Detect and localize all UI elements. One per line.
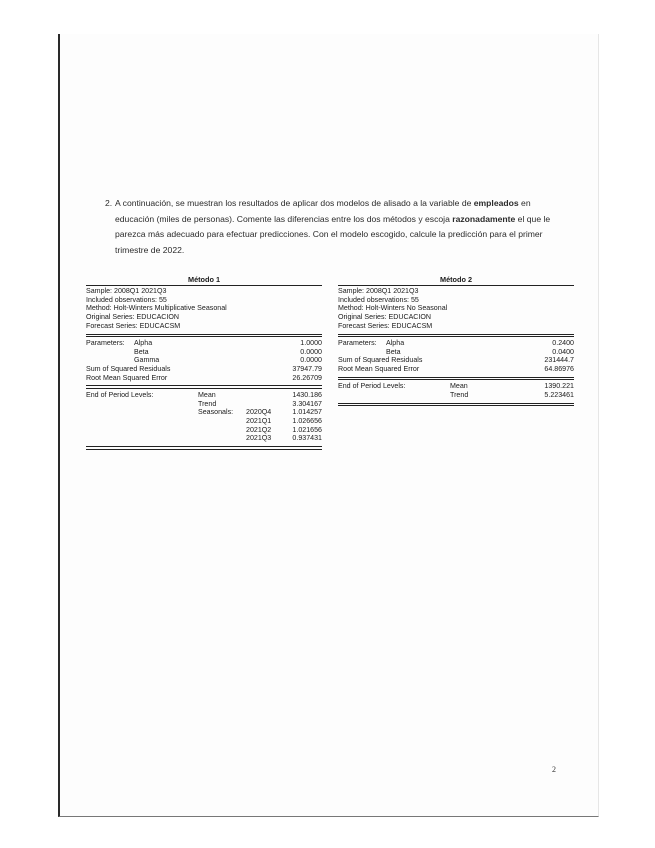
mean-value: 1430.186 xyxy=(292,390,322,399)
seasonal-row xyxy=(86,434,322,443)
param-name: Beta xyxy=(386,347,401,356)
info-line: Sample: 2008Q1 2021Q3 xyxy=(86,287,167,295)
level-row xyxy=(86,391,322,400)
method-1-parameters xyxy=(86,337,322,385)
method-2-title: Método 2 xyxy=(439,275,473,284)
ssr-label: Sum of Squared Residuals xyxy=(338,356,423,365)
info-line: Original Series: EDUCACION xyxy=(338,313,432,322)
question-text xyxy=(105,196,570,258)
mean-value: 1390.221 xyxy=(544,382,574,391)
info-line: Included observations: 55 xyxy=(86,295,167,304)
method-2-info xyxy=(338,286,574,334)
method-1-output xyxy=(86,275,322,450)
param-row xyxy=(86,348,322,357)
level-row xyxy=(338,382,574,391)
param-value: 0.2400 xyxy=(552,339,574,348)
level-row xyxy=(86,400,322,409)
param-value: 0.0400 xyxy=(552,347,574,356)
question-number: 2. xyxy=(105,198,113,208)
param-value: 1.0000 xyxy=(300,339,322,348)
divider xyxy=(86,446,322,450)
rmse-value: 64.86976 xyxy=(544,365,574,374)
param-row xyxy=(338,339,574,348)
info-line: Forecast Series: EDUCACSM xyxy=(86,321,181,330)
rmse-row xyxy=(86,374,322,383)
divider xyxy=(338,403,574,407)
param-name: Alpha xyxy=(386,339,405,348)
seasonal-period: 2021Q2 xyxy=(246,425,272,434)
method-2-parameters xyxy=(338,337,574,377)
method-2-end-levels xyxy=(338,380,574,402)
seasonal-period: 2021Q3 xyxy=(246,434,272,443)
seasonal-row xyxy=(86,426,322,435)
info-line: Method: Holt-Winters No Seasonal xyxy=(338,304,448,313)
info-line: Sample: 2008Q1 2021Q3 xyxy=(338,287,419,295)
level-row xyxy=(338,391,574,400)
method-2-output xyxy=(338,275,574,406)
seasonal-value: 1.014257 xyxy=(292,408,322,417)
rmse-label: Root Mean Squared Error xyxy=(86,373,168,382)
info-line: Original Series: EDUCACION xyxy=(86,313,180,322)
ssr-label: Sum of Squared Residuals xyxy=(86,365,171,374)
method-1-end-levels xyxy=(86,389,322,446)
params-label: Parameters: xyxy=(86,339,125,348)
info-line: Forecast Series: EDUCACSM xyxy=(338,321,433,330)
seasonal-period: 2021Q1 xyxy=(246,417,272,426)
seasonal-value: 1.021656 xyxy=(292,425,322,434)
param-value: 0.0000 xyxy=(300,347,322,356)
trend-label: Trend xyxy=(450,390,469,399)
param-row xyxy=(338,348,574,357)
question-text-part-2: en educación (miles de personas). Comente las diferencias entre los dos métodos y escoja xyxy=(115,198,531,224)
page-number: 2 xyxy=(552,765,556,774)
ssr-value: 37947.79 xyxy=(292,365,322,374)
question-text-part-3: el que le parezca más adecuado para efectuar predicciones. Con el modelo escogido, calcule la predicción para el primer trimestre de 2022. xyxy=(115,213,551,255)
seasonal-period: 2020Q4 xyxy=(246,408,272,417)
param-name: Beta xyxy=(134,347,149,356)
question-bold-employees: empleados xyxy=(473,198,519,208)
info-line: Included observations: 55 xyxy=(338,295,419,304)
eop-label: End of Period Levels: xyxy=(338,382,406,391)
trend-label: Trend xyxy=(198,399,217,408)
method-1-title: Método 1 xyxy=(187,275,221,284)
seasonal-value: 0.937431 xyxy=(292,434,322,443)
trend-value: 5.223461 xyxy=(544,390,574,399)
seasonal-value: 1.026656 xyxy=(292,417,322,426)
ssr-value: 231444.7 xyxy=(544,356,574,365)
eop-label: End of Period Levels: xyxy=(86,390,154,399)
info-line: Method: Holt-Winters Multiplicative Seasonal xyxy=(86,304,227,313)
mean-label: Mean xyxy=(198,390,216,399)
rmse-label: Root Mean Squared Error xyxy=(338,365,420,374)
method-1-info xyxy=(86,286,322,334)
question-bold-reasoned: razonadamente xyxy=(452,213,516,224)
mean-label: Mean xyxy=(450,382,468,391)
ssr-row xyxy=(338,356,574,365)
rmse-value: 26.26709 xyxy=(292,373,322,382)
param-name: Alpha xyxy=(134,339,153,348)
params-label: Parameters: xyxy=(338,339,377,348)
rmse-row xyxy=(338,365,574,374)
trend-value: 3.304167 xyxy=(292,399,322,408)
question-text-part-1: A continuación, se muestran los resultados de aplicar dos modelos de alisado a la variable de xyxy=(115,198,474,208)
param-value: 0.0000 xyxy=(300,356,322,365)
seasonals-label: Seasonals: xyxy=(198,408,234,417)
param-name: Gamma xyxy=(134,356,160,365)
seasonal-row xyxy=(86,417,322,426)
param-row xyxy=(86,356,322,365)
param-row xyxy=(86,339,322,348)
ssr-row xyxy=(86,365,322,374)
seasonal-row xyxy=(86,408,322,417)
